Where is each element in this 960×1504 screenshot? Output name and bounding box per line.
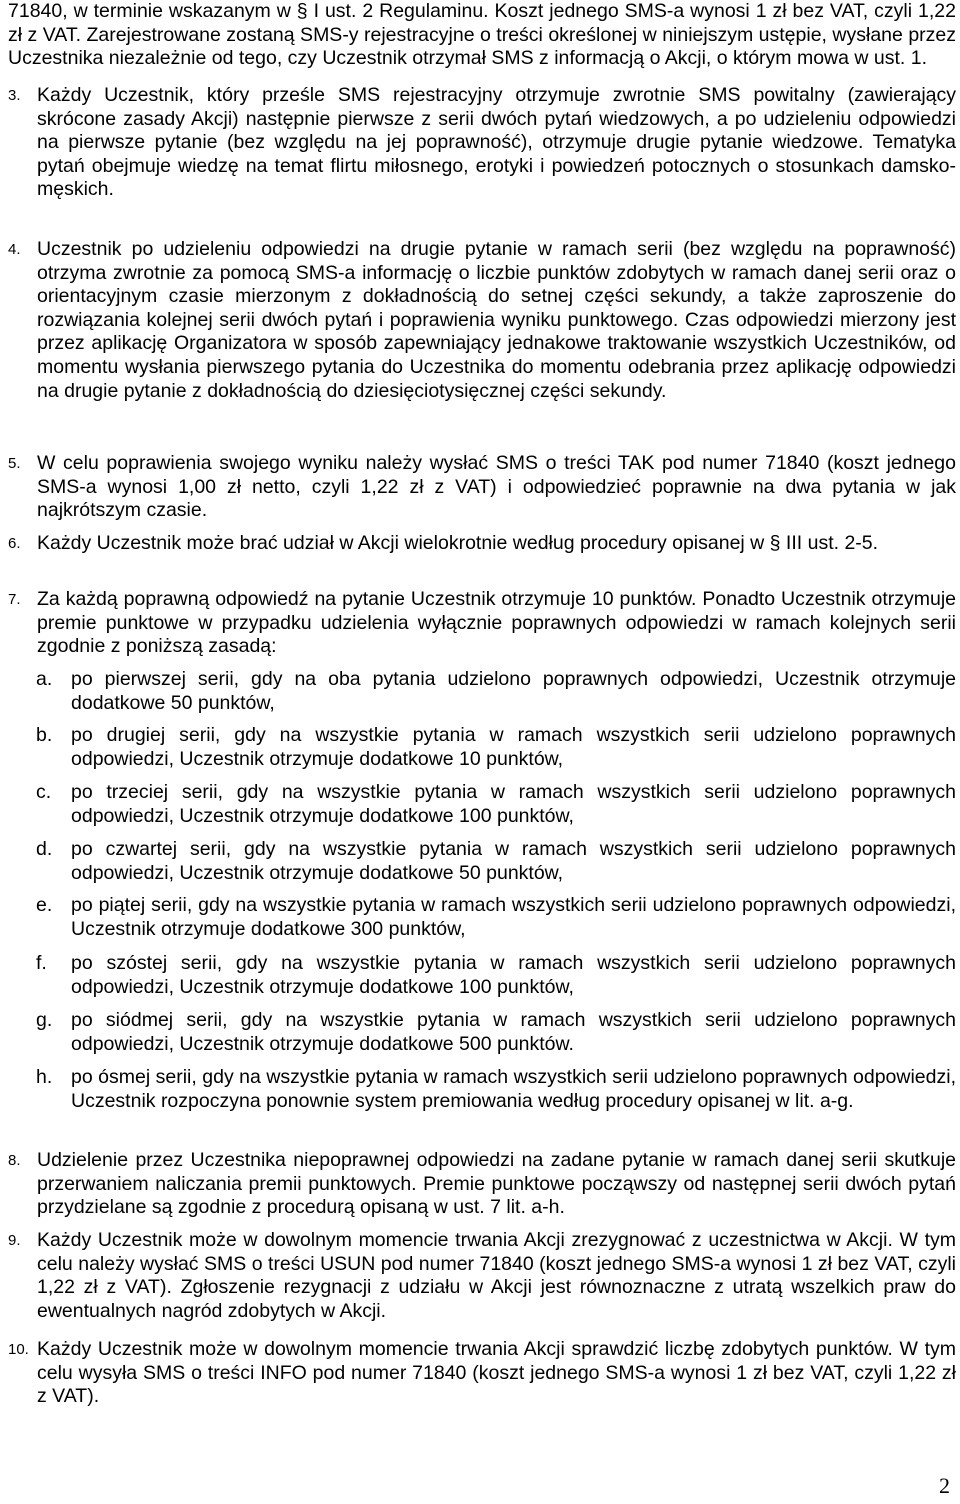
sub-item-letter: a. xyxy=(36,668,53,690)
item-number: 3. xyxy=(8,87,21,104)
sub-item-b xyxy=(36,724,956,771)
sub-item-letter: f. xyxy=(36,952,47,974)
page-number: 2 xyxy=(939,1473,950,1498)
item-number: 5. xyxy=(8,455,21,472)
list-item-6 xyxy=(8,532,956,556)
sub-item-letter: e. xyxy=(36,894,53,916)
item-text: Uczestnik po udzieleniu odpowiedzi na drugie pytanie w ramach serii (bez względu na poprawność) otrzyma zwrotnie za pomocą SMS-a informację o liczbie punktów zdobytych w ramach danej serii oraz o orientacyjnym czasie mierzonym z dokładnością do setnej części sekundy, a także zaproszenie do rozwiązania kolejnej serii dwóch pytań i poprawienia wyniku punktowego. Czas odpowiedzi mierzony jest przez aplikację Organizatora w sposób zapewniający jednakowe traktowanie wszystkich Uczestników, od momentu wysłania pierwszego pytania do Uczestnika do momentu odebrania przez aplikację odpowiedzi na drugie pytanie z dokładnością do dziesięciotysięcznej części sekundy. xyxy=(37,238,956,402)
sub-item-c xyxy=(36,781,956,828)
sub-item-letter: h. xyxy=(36,1066,53,1088)
sub-item-text: po czwartej serii, gdy na wszystkie pytania w ramach wszystkich serii udzielono poprawnych odpowiedzi, Uczestnik otrzymuje dodatkowe 50 punktów, xyxy=(71,838,956,884)
list-item-3 xyxy=(8,84,956,202)
sub-item-h xyxy=(36,1066,956,1113)
intro-paragraph: 71840, w terminie wskazanym w § I ust. 2 Regulaminu. Koszt jednego SMS-a wynosi 1 zł bez VAT, czyli 1,22 zł z VAT. Zarejestrowane zostaną SMS-y rejestracyjne o treści określonej w niniejszym ustępie, wysłane przez Uczestnika niezależnie od tego, czy Uczestnik otrzymał SMS z informacją o Akcji, o którym mowa w ust. 1. xyxy=(8,0,956,70)
item-text: Każdy Uczestnik może brać udział w Akcji wielokrotnie według procedury opisanej w § III ust. 2-5. xyxy=(37,532,879,554)
item-number: 9. xyxy=(8,1232,21,1249)
sub-item-text: po ósmej serii, gdy na wszystkie pytania w ramach wszystkich serii udzielono poprawnych odpowiedzi, Uczestnik rozpoczyna ponownie system premiowania według procedury opisanej w lit. a-g. xyxy=(71,1066,956,1112)
sub-item-text: po trzeciej serii, gdy na wszystkie pytania w ramach wszystkich serii udzielono poprawnych odpowiedzi, Uczestnik otrzymuje dodatkowe 100 punktów, xyxy=(71,781,956,827)
sub-item-e xyxy=(36,894,956,941)
sub-item-text: po szóstej serii, gdy na wszystkie pytania w ramach wszystkich serii udzielono poprawnych odpowiedzi, Uczestnik otrzymuje dodatkowe 100 punktów, xyxy=(71,952,956,998)
sub-item-text: po siódmej serii, gdy na wszystkie pytania w ramach wszystkich serii udzielono poprawnych odpowiedzi, Uczestnik otrzymuje dodatkowe 500 punktów. xyxy=(71,1009,956,1055)
sub-item-letter: b. xyxy=(36,724,53,746)
sub-item-d xyxy=(36,838,956,885)
item-text: Każdy Uczestnik może w dowolnym momencie trwania Akcji zrezygnować z uczestnictwa w Akcji. W tym celu należy wysłać SMS o treści USUN pod numer 71840 (koszt jednego SMS-a wynosi 1 zł bez VAT, czyli 1,22 zł z VAT). Zgłoszenie rezygnacji z udziału w Akcji jest równoznaczne z utratą wszelkich praw do ewentualnych nagród zdobytych w Akcji. xyxy=(37,1229,956,1322)
item-number: 6. xyxy=(8,535,21,552)
sub-item-a xyxy=(36,668,956,715)
sub-item-letter: g. xyxy=(36,1009,53,1031)
list-item-7 xyxy=(8,588,956,659)
item-text: W celu poprawienia swojego wyniku należy wysłać SMS o treści TAK pod numer 71840 (koszt jednego SMS-a wynosi 1,00 zł netto, czyli 1,22 zł z VAT) i odpowiedzieć poprawnie na dwa pytania w jak najkrótszym czasie. xyxy=(37,452,956,522)
item-text: Każdy Uczestnik, który prześle SMS rejestracyjny otrzymuje zwrotnie SMS powitalny (zawierający skrócone zasady Akcji) następnie pierwsze z serii dwóch pytań wiedzowych, a po udzieleniu odpowiedzi na pierwsze pytanie (bez względu na jej poprawność), otrzymuje drugie pytanie wiedzowe. Tematyka pytań obejmuje wiedzę na temat flirtu miłosnego, erotyki i powiedzeń potocznych o stosunkach damsko-męskich. xyxy=(37,84,956,201)
item-number: 8. xyxy=(8,1152,21,1169)
list-item-10 xyxy=(8,1338,956,1409)
item-number: 4. xyxy=(8,241,21,258)
sub-item-f xyxy=(36,952,956,999)
list-item-9 xyxy=(8,1229,956,1323)
item-text: Udzielenie przez Uczestnika niepoprawnej odpowiedzi na zadane pytanie w ramach danej serii skutkuje przerwaniem naliczania premii punktowych. Premie punktowe począwszy od następnej serii dwóch pytań przydzielane są zgodnie z procedurą opisaną w ust. 7 lit. a-h. xyxy=(37,1149,956,1219)
sub-item-letter: d. xyxy=(36,838,53,860)
sub-item-letter: c. xyxy=(36,781,52,803)
item-number: 10. xyxy=(8,1341,29,1358)
list-item-5 xyxy=(8,452,956,523)
sub-item-text: po drugiej serii, gdy na wszystkie pytania w ramach wszystkich serii udzielono poprawnych odpowiedzi, Uczestnik otrzymuje dodatkowe 10 punktów, xyxy=(71,724,956,770)
sub-item-text: po piątej serii, gdy na wszystkie pytania w ramach wszystkich serii udzielono poprawnych odpowiedzi, Uczestnik otrzymuje dodatkowe 300 punktów, xyxy=(71,894,956,940)
sub-item-g xyxy=(36,1009,956,1056)
item-text: Każdy Uczestnik może w dowolnym momencie trwania Akcji sprawdzić liczbę zdobytych punktów. W tym celu wysyła SMS o treści INFO pod numer 71840 (koszt jednego SMS-a wynosi 1 zł bez VAT, czyli 1,22 zł z VAT). xyxy=(37,1338,956,1408)
item-text: Za każdą poprawną odpowiedź na pytanie Uczestnik otrzymuje 10 punktów. Ponadto Uczestnik otrzymuje premie punktowe w przypadku udzielenia wyłącznie poprawnych odpowiedzi w ramach kolejnych serii zgodnie z poniższą zasadą: xyxy=(37,588,956,658)
list-item-4 xyxy=(8,238,956,403)
sub-item-text: po pierwszej serii, gdy na oba pytania udzielono poprawnych odpowiedzi, Uczestnik otrzymuje dodatkowe 50 punktów, xyxy=(71,668,956,714)
item-number: 7. xyxy=(8,591,21,608)
list-item-8 xyxy=(8,1149,956,1220)
